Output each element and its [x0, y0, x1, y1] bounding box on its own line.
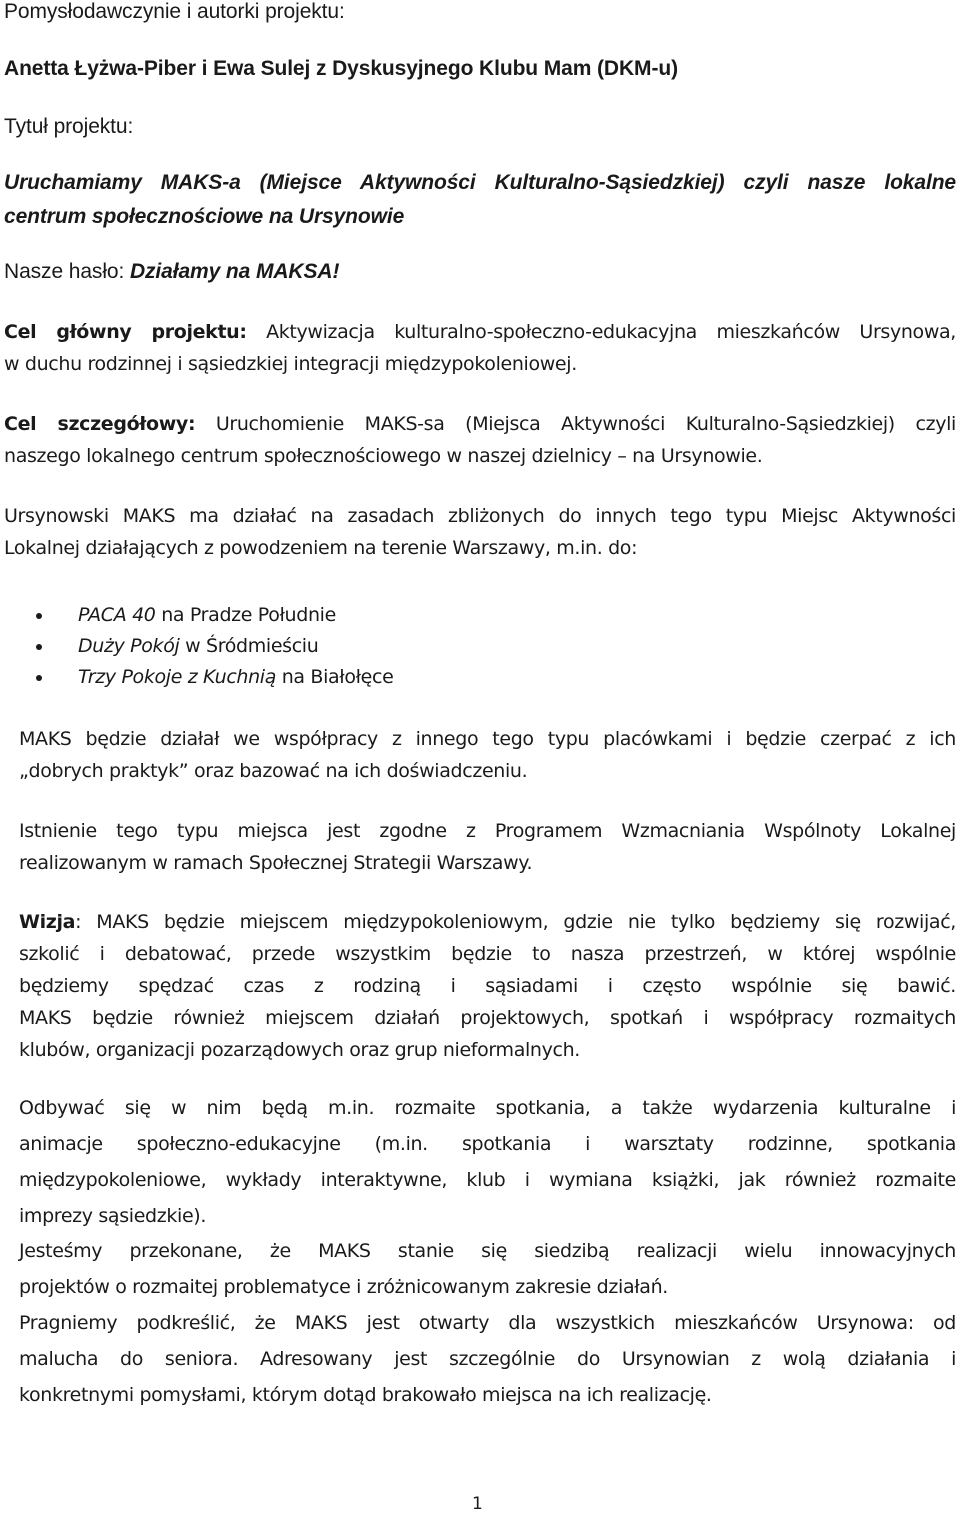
events-line-2: animacje społeczno-edukacyjne (m.in. spotkania i warsztaty rodzinne, spotkania: [19, 1133, 956, 1155]
intro-line-1: Ursynowski MAKS ma działać na zasadach zbliżonych do innych tego typu Miejsc Aktywności: [4, 505, 956, 527]
vision-line-4: MAKS będzie również miejscem działań projektowych, spotkań i współpracy rozmaitych: [19, 1007, 956, 1029]
authors-heading-label: Pomysłodawczynie i autorki projektu:: [4, 0, 345, 23]
closing-line-3: konkretnymi pomysłami, którym dotąd brakowało miejsca na ich realizację.: [19, 1384, 712, 1406]
bullet-icon: [36, 644, 42, 650]
place-name: Trzy Pokoje z Kuchnią: [78, 666, 277, 688]
belief-line-1: Jesteśmy przekonane, że MAKS stanie się siedzibą realizacji wielu innowacyjnych: [19, 1240, 956, 1262]
page-number: 1: [472, 1494, 483, 1514]
specific-goal-line-1: Cel szczegółowy: Uruchomienie MAKS-sa (Miejsca Aktywności Kulturalno-Sąsiedzkiej) czyli: [4, 413, 956, 435]
project-title: [4, 166, 956, 234]
events-line-1: Odbywać się w nim będą m.in. rozmaite spotkania, a także wydarzenia kulturalne i: [19, 1097, 956, 1119]
project-title-label: Tytuł projektu:: [4, 115, 134, 138]
project-title-line-1: Uruchamiamy MAKS-a (Miejsce Aktywności Kulturalno-Sąsiedzkiej) czyli nasze lokalne: [4, 171, 956, 194]
intro-line-2: Lokalnej działających z powodzeniem na terenie Warszawy, m.in. do:: [4, 537, 638, 559]
motto-label: Nasze hasło:: [4, 260, 130, 283]
main-goal-paragraph: [4, 316, 956, 380]
vision-line-1: Wizja: MAKS będzie miejscem międzypokoleniowym, gdzie nie tylko będziemy się rozwijać,: [19, 911, 956, 933]
closing-line-2: malucha do seniora. Adresowany jest szczególnie do Ursynowian z wolą działania i: [19, 1348, 956, 1370]
project-title-line-2: centrum społecznościowe na Ursynowie: [4, 205, 405, 228]
motto: [4, 255, 339, 289]
program-line-2: realizowanym w ramach Społecznej Strategii Warszawy.: [19, 852, 533, 874]
vision-line-5: klubów, organizacji pozarządowych oraz grup nieformalnych.: [19, 1039, 580, 1061]
closing-line-1: Pragniemy podkreślić, że MAKS jest otwarty dla wszystkich mieszkańców Ursynowa: od: [19, 1312, 956, 1334]
authors-names: Anetta Łyżwa-Piber i Ewa Sulej z Dyskusyjnego Klubu Mam (DKM-u): [4, 57, 678, 80]
events-line-4: imprezy sąsiedzkie).: [19, 1205, 207, 1227]
belief-line-2: projektów o rozmaitej problematyce i zróżnicowanym zakresie działań.: [19, 1276, 668, 1298]
list-item: Duży Pokój w Śródmieściu: [36, 631, 736, 662]
vision-label: Wizja: [19, 911, 76, 933]
specific-goal-paragraph: [4, 408, 956, 472]
place-name: Duży Pokój: [78, 635, 180, 657]
belief-paragraph: [19, 1233, 956, 1305]
motto-value: Działamy na MAKSA!: [129, 260, 340, 283]
program-line-1: Istnienie tego typu miejsca jest zgodne z Programem Wzmacniania Wspólnoty Lokalnej: [19, 820, 956, 842]
main-goal-label: Cel główny projektu:: [4, 321, 247, 343]
list-item: Trzy Pokoje z Kuchnią na Białołęce: [36, 662, 736, 693]
cooperation-line-2: „dobrych praktyk” oraz bazować na ich doświadczeniu.: [19, 760, 528, 782]
vision-paragraph: [19, 906, 956, 1066]
program-paragraph: [19, 815, 956, 879]
specific-goal-label: Cel szczegółowy:: [4, 413, 196, 435]
cooperation-line-1: MAKS będzie działał we współpracy z innego tego typu placówkami i będzie czerpać z ich: [19, 728, 956, 750]
bullet-icon: [36, 675, 42, 681]
vision-line-2: szkolić i debatować, przede wszystkim będzie to nasza przestrzeń, w której wspólnie: [19, 943, 956, 965]
place-name: PACA 40: [78, 604, 156, 626]
list-item: PACA 40 na Pradze Południe: [36, 600, 736, 631]
bullet-icon: [36, 613, 42, 619]
specific-goal-line-2: naszego lokalnego centrum społecznościowego w naszej dzielnicy – na Ursynowie.: [4, 445, 763, 467]
main-goal-line-1: Cel główny projektu: Aktywizacja kulturalno-społeczno-edukacyjna mieszkańców Ursynowa,: [4, 321, 956, 343]
events-line-3: międzypokoleniowe, wykłady interaktywne, klub i wymiana książki, jak również rozmaite: [19, 1169, 956, 1191]
closing-paragraph: [19, 1305, 956, 1413]
intro-paragraph: [4, 500, 956, 564]
vision-line-3: będziemy spędzać czas z rodziną i sąsiadami i często wspólnie się bawić.: [19, 975, 956, 997]
places-list: [36, 600, 736, 693]
main-goal-line-2: w duchu rodzinnej i sąsiedzkiej integracji międzypokoleniowej.: [4, 353, 577, 375]
events-paragraph: [19, 1090, 956, 1234]
cooperation-paragraph: [19, 723, 956, 787]
